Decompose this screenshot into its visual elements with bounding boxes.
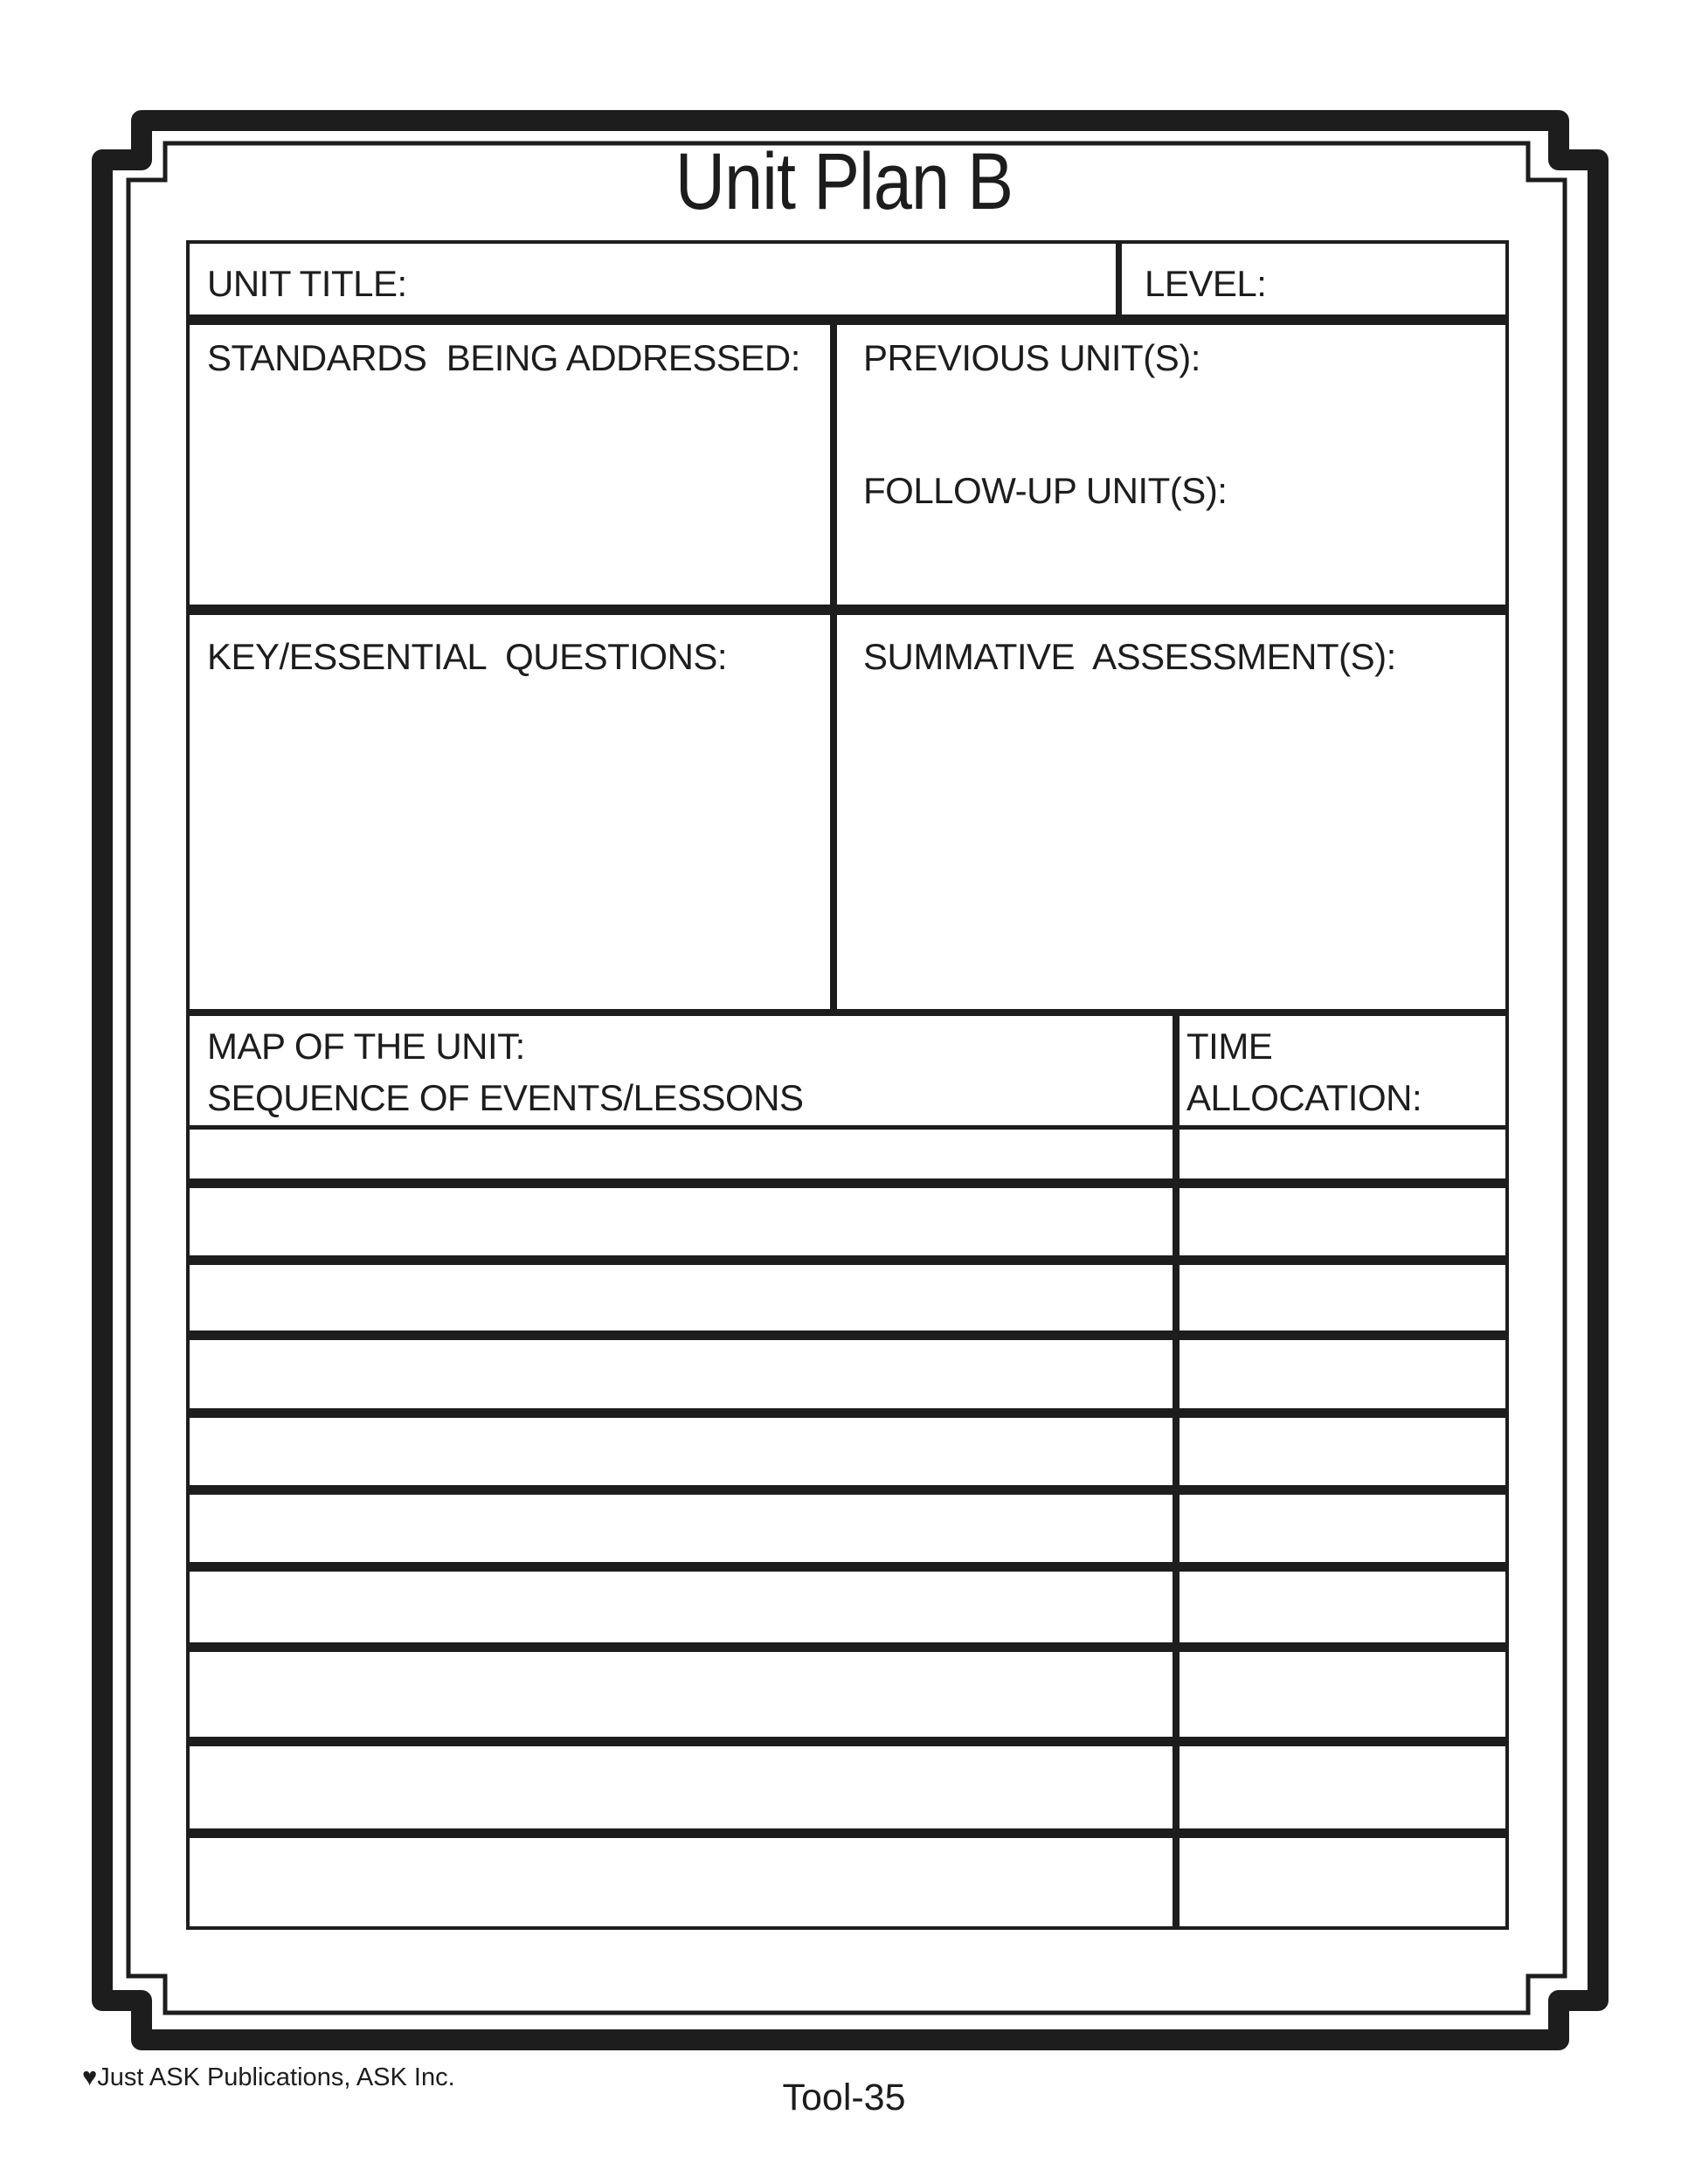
map-row-time-cell[interactable] [1180,1652,1505,1737]
footer-tool-number: Tool-35 [782,2077,906,2118]
unit-title-field[interactable] [452,251,1098,308]
level-label: LEVEL: [1145,263,1267,304]
map-row-separator [190,1178,1505,1188]
map-row-sequence-cell[interactable] [190,1418,1173,1485]
previous-unit-field[interactable] [863,388,1475,458]
time-allocation-label-line2: ALLOCATION: [1186,1077,1422,1118]
unit-plan-form [186,240,1509,1930]
map-row-separator [190,1330,1505,1340]
summative-label: SUMMATIVE ASSESSMENT(S): [863,636,1396,677]
map-row-time-cell[interactable] [1180,1265,1505,1330]
map-row-time-cell[interactable] [1180,1340,1505,1408]
page-title: Unit Plan B [675,137,1013,226]
map-of-unit-label-line1: MAP OF THE UNIT: [207,1026,525,1067]
map-row-sequence-cell[interactable] [190,1572,1173,1642]
map-row-time-cell[interactable] [1180,1746,1505,1828]
row1-divider [1116,244,1122,314]
key-questions-field[interactable] [207,694,810,995]
standards-field[interactable] [207,388,810,593]
map-row-time-cell[interactable] [1180,1418,1505,1485]
map-row-separator [190,1562,1505,1572]
map-row-sequence-cell[interactable] [190,1746,1173,1828]
map-row-separator [190,1255,1505,1265]
map-row-time-cell[interactable] [1180,1188,1505,1255]
map-row-sequence-cell[interactable] [190,1265,1173,1330]
map-row-time-cell[interactable] [1180,1838,1505,1926]
row1-bottom-line [190,314,1505,325]
row2-divider [830,325,837,1009]
footer-credit: ♥Just ASK Publications, ASK Inc. [82,2063,455,2091]
key-questions-label: KEY/ESSENTIAL QUESTIONS: [207,636,728,677]
map-row-separator [190,1408,1505,1418]
map-column-divider [1173,1016,1180,1926]
map-of-unit-label-line2: SEQUENCE OF EVENTS/LESSONS [207,1077,804,1118]
unit-title-label: UNIT TITLE: [207,263,407,304]
level-field[interactable] [1282,251,1491,308]
follow-up-unit-label: FOLLOW-UP UNIT(S): [863,470,1228,511]
map-row-separator [190,1828,1505,1838]
map-row-sequence-cell[interactable] [190,1652,1173,1737]
map-row-separator [190,1642,1505,1652]
map-row-separator [190,1485,1505,1495]
map-row-time-cell[interactable] [1180,1495,1505,1562]
summative-field[interactable] [863,694,1475,995]
row2-bottom-line [190,605,1505,615]
map-row-sequence-cell[interactable] [190,1495,1173,1562]
map-row-sequence-cell[interactable] [190,1130,1173,1178]
follow-up-unit-field[interactable] [863,522,1475,596]
map-row-time-cell[interactable] [1180,1130,1505,1178]
map-row-time-cell[interactable] [1180,1572,1505,1642]
previous-unit-label: PREVIOUS UNIT(S): [863,337,1200,378]
time-allocation-label-line1: TIME [1186,1026,1273,1067]
map-section-top-line [190,1009,1505,1016]
map-row-separator [190,1737,1505,1746]
map-row-sequence-cell[interactable] [190,1838,1173,1926]
map-row-sequence-cell[interactable] [190,1188,1173,1255]
standards-label: STANDARDS BEING ADDRESSED: [207,337,800,378]
map-row-sequence-cell[interactable] [190,1340,1173,1408]
